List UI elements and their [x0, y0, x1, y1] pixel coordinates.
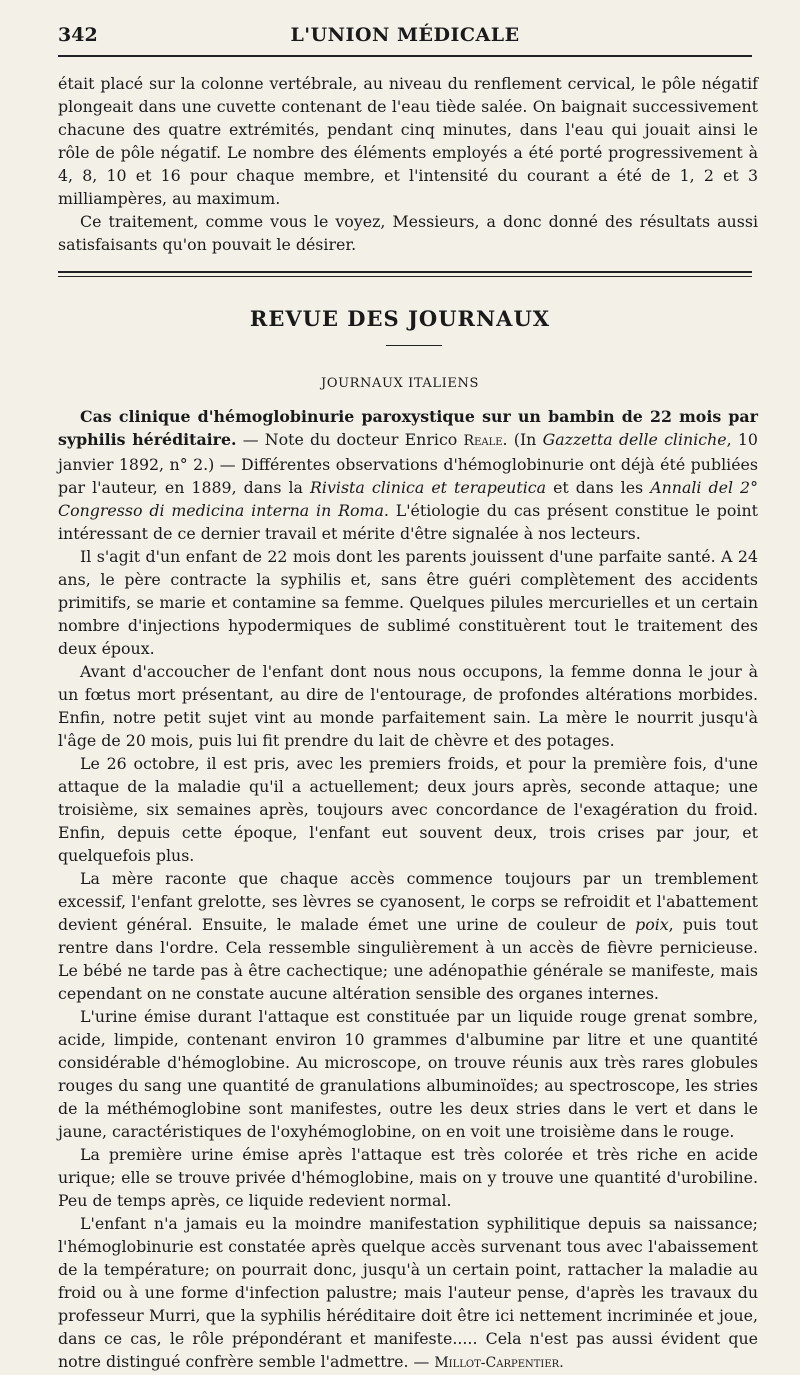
- source-text: et dans les: [546, 478, 651, 497]
- author-name: Reale: [463, 433, 503, 449]
- source-text: — Note du docteur Enrico: [236, 430, 464, 449]
- page-number: 342: [58, 24, 98, 46]
- article-paragraph: Il s'agit d'un enfant de 22 mois dont les parents jouissent d'une parfaite santé. A 24 ans, le père contracte la syphilis et, sans être guéri complètement des accidents primitifs, se marie et contamine sa femme. Quelques pilules mercurielles et un certain nombre d'injections hypodermiques de sublimé constituèrent tout le traitement des deux époux.: [58, 547, 758, 658]
- journal-name: Annali del 2° Congresso di medicina interna in Roma: [58, 478, 758, 520]
- journal-name: Rivista clinica et terapeutica: [310, 478, 547, 497]
- journal-title: L'UNION MÉDICALE: [290, 24, 520, 46]
- page-header: [58, 22, 752, 52]
- intro-paragraph: était placé sur la colonne vertébrale, au niveau du renflement cervical, le pôle négatif plongeait dans une cuvette contenant de l'eau tiède salée. On baignait successivement chacune des quatre extrémités, pendant cinq minutes, dans l'eau qui jouait ainsi le rôle de pôle négatif. Le nombre des éléments employés a été porté progressivement à 4, 8, 10 et 16 pour chaque membre, et l'intensité du courant a été de 1, 2 et 3 milliampères, au maximum.: [58, 74, 758, 208]
- article-paragraph: [58, 405, 758, 545]
- article-paragraph: L'urine émise durant l'attaque est constituée par un liquide rouge grenat sombre, acide, limpide, contenant environ 10 grammes d'albumine par litre et une quantité considérable d'hémoglobine. Au microscope, on trouve réunis aux très rares globules rouges du sang une quantité de granulations albuminoïdes; au spectroscope, les stries de la méthémoglobine sont manifestes, outre les deux stries dans le vert et dans le jaune, caractéristiques de l'oxyhémoglobine, on en voit une troisième dans le rouge.: [58, 1007, 758, 1141]
- section-divider: [58, 276, 752, 277]
- signature: Millot-Carpentier.: [434, 1355, 564, 1371]
- section-title: REVUE DES JOURNAUX: [249, 306, 551, 331]
- article-headline: Cas clinique d'hémoglobinurie paroxystique sur un bambin de 22 mois par syphilis héréditaire.: [58, 407, 758, 449]
- paragraph-text: L'enfant n'a jamais eu la moindre manifestation syphilitique depuis sa naissance; l'hémoglobinurie est constatée après quelque accès survenant tous avec l'abaissement de la température; on pourrait donc, jusqu'à un certain point, rattacher la maladie au froid ou à une forme d'infection palustre; mais l'auteur pense, d'après les travaux du professeur Murri, que la syphilis héréditaire doit être ici nettement incriminée et joue, dans ce cas, le rôle prépondérant et manifeste..... Cela n'est pas aussi évident que notre distingué confrère semble l'admettre. —: [58, 1214, 758, 1371]
- source-text: , 10 janvier 1892, n° 2.) — Différentes observations d'hémoglobinurie ont déjà été publiées par l'auteur, en 1889, dans la: [58, 430, 758, 497]
- article-paragraph: Avant d'accoucher de l'enfant dont nous nous occupons, la femme donna le jour à un fœtus mort présentant, au dire de l'entourage, de profondes altérations morbides. Enfin, notre petit sujet vint au monde parfaitement sain. La mère le nourrit jusqu'à l'âge de 20 mois, puis lui fit prendre du lait de chèvre et des potages.: [58, 662, 758, 750]
- article-body: [58, 405, 758, 1375]
- article-paragraph: La première urine émise après l'attaque est très colorée et très riche en acide urique; elle se trouve privée d'hémoglobine, mais on y trouve une quantité d'urobiline. Peu de temps après, ce liquide redevient normal.: [58, 1145, 758, 1210]
- section-divider: [58, 271, 752, 273]
- intro-text: [58, 72, 758, 256]
- paragraph-text: , puis tout rentre dans l'ordre. Cela ressemble singulièrement à un accès de fièvre pernicieuse. Le bébé ne tarde pas à être cachectique; une adénopathie générale se manifeste, mais cependant on ne constate aucune altération sensible des organes internes.: [58, 915, 759, 1003]
- journal-name: Gazzetta delle cliniche: [542, 430, 727, 449]
- title-underline: [386, 345, 442, 346]
- article-paragraph: Le 26 octobre, il est pris, avec les premiers froids, et pour la première fois, d'une attaque de la maladie qu'il a actuellement; deux jours après, seconde attaque; une troisième, six semaines après, toujours avec concordance de l'exagération du froid. Enfin, depuis cette époque, l'enfant eut souvent deux, trois crises par jour, et quelquefois plus.: [58, 754, 758, 865]
- header-rule: [58, 55, 752, 57]
- subsection-title: JOURNAUX ITALIENS: [321, 376, 479, 391]
- emphasis-text: poix: [635, 915, 669, 934]
- source-text: . L'étiologie du cas présent constitue le point intéressant de ce dernier travail et mérite d'être signalée à nos lecteurs.: [58, 501, 758, 543]
- paragraph-text: La mère raconte que chaque accès commence toujours par un tremblement excessif, l'enfant grelotte, ses lèvres se cyanosent, le corps se refroidit et l'abattement devient général. Ensuite, le malade émet une urine de couleur de: [58, 869, 758, 934]
- article-paragraph: [58, 867, 758, 1005]
- source-text: . (In: [502, 430, 543, 449]
- article-paragraph: [58, 1212, 758, 1375]
- intro-paragraph: Ce traitement, comme vous le voyez, Messieurs, a donc donné des résultats aussi satisfaisants qu'on pouvait le désirer.: [58, 212, 758, 254]
